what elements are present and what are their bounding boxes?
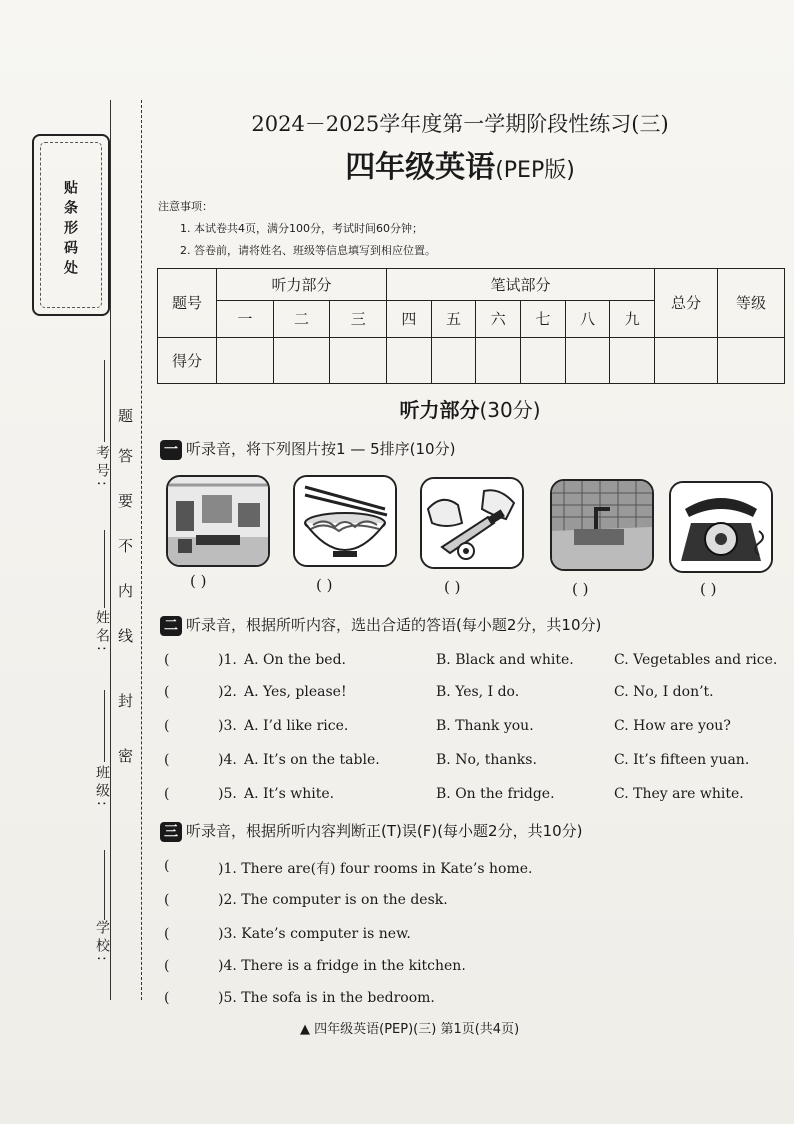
q3-number: 三 [160, 822, 182, 842]
seal-char: 题 [118, 407, 134, 425]
school-label: 学校: [94, 920, 110, 965]
section-number: 二 [273, 301, 330, 337]
option-a: A. It’s on the table. [244, 752, 380, 768]
option-b: B. Thank you. [436, 718, 534, 734]
q1-instruction: 听录音，将下列图片按1 — 5排序(10分) [186, 440, 456, 458]
noodles-picture [293, 475, 397, 567]
score-table [157, 268, 785, 384]
exam-no-label: 考号: [94, 445, 110, 490]
q2-instruction: 听录音，根据所听内容，选出合适的答语(每小题2分，共10分) [186, 616, 602, 634]
option-b: B. No, thanks. [436, 752, 537, 768]
page-footer [300, 1018, 519, 1037]
living-room-picture [166, 475, 270, 567]
section-number: 七 [521, 301, 566, 337]
listening-section-title: 听力部分(30分) [399, 398, 541, 422]
school-field[interactable] [104, 850, 105, 920]
score-cell[interactable] [610, 337, 655, 383]
section-number: 三 [330, 301, 387, 337]
writing-header: 笔试部分 [387, 269, 655, 301]
cutting-food-picture [420, 477, 524, 569]
option-c: C. It’s fifteen yuan. [614, 752, 750, 768]
publisher-logo-icon: ▲ [300, 1022, 310, 1037]
binding-line-right [141, 100, 142, 1000]
score-cell[interactable] [273, 337, 330, 383]
exam-no-field[interactable] [104, 360, 105, 442]
picture-answer-blank[interactable]: ( ) [190, 572, 207, 590]
score-cell[interactable] [387, 337, 432, 383]
picture-answer-blank[interactable]: ( ) [316, 576, 333, 594]
note-item: 2. 答卷前，请将姓名、班级等信息填写到相应位置。 [180, 244, 436, 257]
picture-answer-blank[interactable]: ( ) [700, 580, 717, 598]
q1-number: 一 [160, 440, 182, 460]
q1-heading [160, 438, 455, 460]
seal-char: 答 [118, 447, 134, 465]
telephone-picture [669, 481, 773, 573]
exam-notes [158, 196, 436, 262]
option-b: B. Yes, I do. [436, 684, 520, 700]
footer-text: 四年级英语(PEP)(三) 第1页(共4页) [314, 1022, 520, 1037]
seal-char: 不 [118, 537, 134, 555]
question-number-header: 题号 [158, 269, 217, 338]
class-field[interactable] [104, 690, 105, 762]
total-header: 总分 [655, 269, 718, 338]
name-field[interactable] [104, 530, 105, 608]
option-b: B. Black and white. [436, 652, 574, 668]
section-number: 一 [217, 301, 274, 337]
listening-header: 听力部分 [217, 269, 387, 301]
exam-year-title: 2024－2025学年度第一学期阶段性练习(三) [251, 112, 669, 136]
section-number: 八 [565, 301, 610, 337]
section-number: 五 [431, 301, 476, 337]
statement: )3. Kate’s computer is new. [218, 926, 411, 942]
score-cell[interactable] [565, 337, 610, 383]
score-cell[interactable] [431, 337, 476, 383]
option-a: A. Yes, please! [244, 684, 347, 700]
edition-label: (PEP版) [495, 158, 575, 183]
seal-char: 封 [118, 692, 134, 710]
option-c: C. How are you? [614, 718, 731, 734]
picture-answer-blank[interactable]: ( ) [572, 580, 589, 598]
score-cell[interactable] [217, 337, 274, 383]
name-label: 姓名: [94, 610, 110, 655]
option-a: A. I’d like rice. [244, 718, 349, 734]
kitchen-sink-picture [550, 479, 654, 571]
note-item: 1. 本试卷共4页，满分100分，考试时间60分钟； [180, 222, 423, 235]
option-c: C. Vegetables and rice. [614, 652, 778, 668]
statement: )2. The computer is on the desk. [218, 892, 448, 908]
seal-char: 要 [118, 492, 134, 510]
section-number: 四 [387, 301, 432, 337]
statement: )4. There is a fridge in the kitchen. [218, 958, 466, 974]
q3-heading [160, 820, 583, 842]
score-cell[interactable] [521, 337, 566, 383]
option-c: C. They are white. [614, 786, 744, 802]
class-label: 班级: [94, 765, 110, 810]
notes-heading: 注意事项： [158, 200, 213, 213]
seal-char: 内 [118, 582, 134, 600]
exam-main-title [160, 142, 760, 186]
score-cell[interactable] [476, 337, 521, 383]
total-score-cell[interactable] [655, 337, 718, 383]
picture-answer-blank[interactable]: ( ) [444, 578, 461, 596]
seal-char: 线 [118, 627, 134, 645]
statement: )5. The sofa is in the bedroom. [218, 990, 435, 1006]
grade-cell[interactable] [718, 337, 785, 383]
seal-char: 密 [118, 747, 134, 765]
option-c: C. No, I don’t. [614, 684, 714, 700]
score-cell[interactable] [330, 337, 387, 383]
option-a: A. It’s white. [244, 786, 335, 802]
q3-instruction: 听录音，根据所听内容判断正(T)误(F)(每小题2分，共10分) [186, 822, 583, 840]
score-row-label: 得分 [158, 337, 217, 383]
barcode-label: 贴条形码处 [62, 180, 78, 280]
section-points: (30分) [479, 398, 541, 422]
exam-page: 贴条形码处 学校: 班级: 姓名: 考号: 题 答 要 不 内 线 封 密 2024－2025学年度第一学期阶段性练习(三) 四年级英语(PEP版) 注意事项： 1. 本试卷共4页，满分100分，考试时间60分钟； 2. 答卷前，请将姓名、班级等信息填写到相应位置。 题号 听力部分 笔试部分 总分 等级 一 二 三 四 五 六 七 八 九 得分 听力部分(30分) 一 听录音，将下列图片按1 — 5排序(10分) ( ) ( ) ( ) ( ) ( ) 二 听录音，根据所听内容，选出合适的答语(每小题2分，共10分) ( )1. A. On the bed. B. Black and white. C. Vegetables and rice. ( )2. A. Yes, please! B. Yes, I do. C. No, I don’t. ( )3. A. I’d like rice. B. Thank you. C. How are you? ( )4. A. It’s on the table. B. No, thanks. C. It’s fifteen yuan. ( )5. A. It’s white. B. On the fridge. C. They are white. 三 听录音，根据所听内容判断正(T)误(F)(每小题2分，共10分) ( )1. There are(有) four rooms in Kate’s home. ( )2. The computer is on the desk. ( )3. Kate’s computer is new. ( )4. There is a fridge in the kitchen. ( )5. The sofa is in the bedroom. ▲ 四年级英语(PEP)(三) 第1页(共4页) [0, 0, 794, 1124]
subject-title: 四年级英语 [345, 150, 496, 185]
option-b: B. On the fridge. [436, 786, 555, 802]
option-a: A. On the bed. [244, 652, 346, 668]
section-number: 九 [610, 301, 655, 337]
q2-number: 二 [160, 616, 182, 636]
q2-heading [160, 614, 601, 636]
grade-header: 等级 [718, 269, 785, 338]
binding-line-left [110, 100, 111, 1000]
section-number: 六 [476, 301, 521, 337]
statement: )1. There are(有) four rooms in Kate’s home. [218, 861, 533, 877]
